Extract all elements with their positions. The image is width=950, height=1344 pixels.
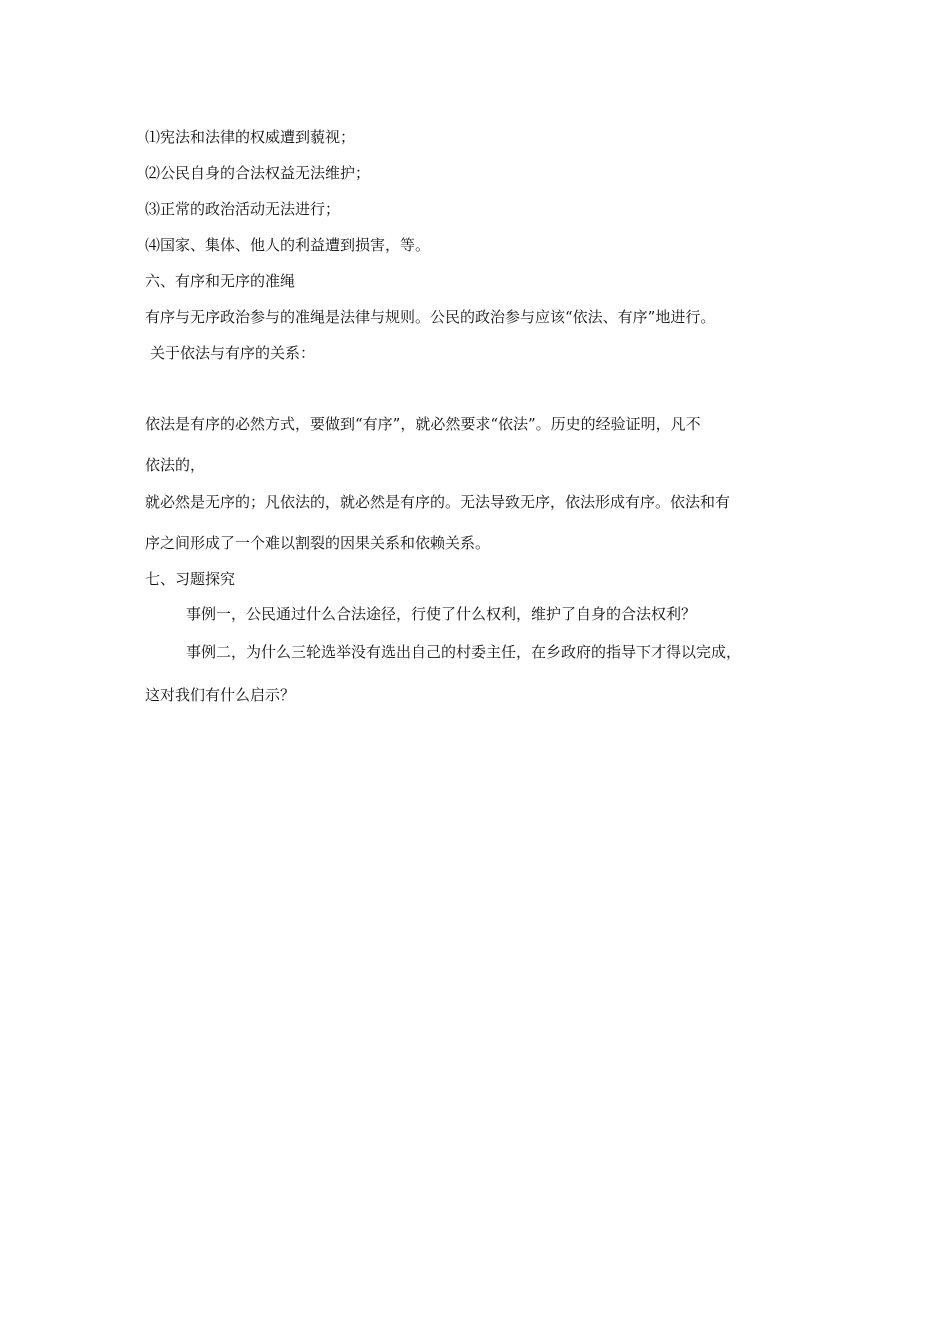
exercise-question-2-line-2: 这对我们有什么启示？ <box>145 686 296 704</box>
section-6-paragraph-2: 关于依法与有序的关系： <box>150 344 316 362</box>
consequence-item-3: ⑶正常的政治活动无法进行； <box>145 200 341 218</box>
consequence-item-1: ⑴宪法和法律的权威遭到藐视； <box>145 128 356 146</box>
consequence-item-4: ⑷国家、集体、他人的利益遭到损害，等。 <box>145 236 431 254</box>
section-6-paragraph-3-line-1: 依法是有序的必然方式，要做到“有序”，就必然要求“依法”。历史的经验证明，凡不 <box>145 415 701 433</box>
exercise-question-1: 事例一，公民通过什么合法途径，行使了什么权利，维护了自身的合法权利？ <box>186 605 697 623</box>
section-6-heading: 六、有序和无序的准绳 <box>145 272 296 290</box>
section-6-paragraph-4-line-2: 序之间形成了一个难以割裂的因果关系和依赖关系。 <box>145 534 491 552</box>
consequence-item-2: ⑵公民自身的合法权益无法维护； <box>145 164 371 182</box>
section-7-heading: 七、习题探究 <box>145 570 236 588</box>
section-6-paragraph-1: 有序与无序政治参与的准绳是法律与规则。公民的政治参与应该“依法、有序”地进行。 <box>145 308 716 326</box>
section-6-paragraph-3-line-2: 依法的， <box>145 456 206 474</box>
section-6-paragraph-4-line-1: 就必然是无序的；凡依法的，就必然是有序的。无法导致无序，依法形成有序。依法和有 <box>145 493 731 511</box>
exercise-question-2-line-1: 事例二，为什么三轮选举没有选出自己的村委主任，在乡政府的指导下才得以完成， <box>186 643 742 661</box>
